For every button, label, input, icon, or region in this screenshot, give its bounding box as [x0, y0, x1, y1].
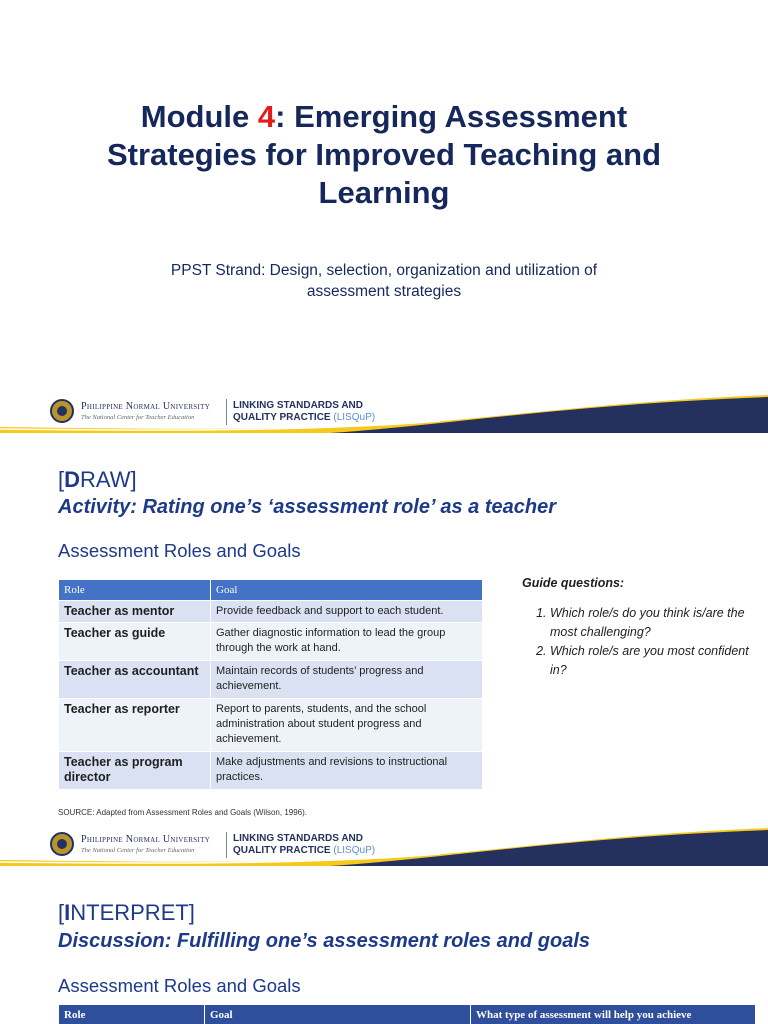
footer-divider: [226, 399, 227, 425]
university-name: Philippine Normal University: [81, 834, 211, 845]
university-tagline: The National Center for Teacher Education: [81, 414, 195, 421]
header-role: Role: [59, 1005, 205, 1024]
footer-wave-graphic: [0, 393, 768, 433]
discussion-heading: Discussion: Fulfilling one’s assessment roles and goals: [58, 930, 591, 952]
linking-line2: QUALITY PRACTICE: [233, 412, 331, 423]
guide-question: 1. Which role/s do you think is/are the most challenging?: [550, 604, 762, 642]
pnu-seal-icon: [50, 399, 74, 423]
table-row: [59, 752, 483, 790]
source-citation: SOURCE: Adapted from Assessment Roles and Goals (Wilson, 1996).: [58, 808, 307, 817]
guide-questions: [522, 576, 762, 680]
slide-title: [0, 0, 768, 433]
bracket-open: [: [58, 467, 65, 492]
bracket-letter: I: [64, 900, 71, 925]
table-row: [59, 661, 483, 699]
linking-line1: LINKING STANDARDS AND: [233, 400, 363, 411]
bracket-open: [: [58, 900, 65, 925]
role-cell: Teacher as reporter: [59, 699, 211, 752]
activity-heading: Activity: Rating one’s ‘assessment role’ as a teacher: [58, 496, 556, 518]
subtitle-line2: assessment strategies: [306, 283, 462, 300]
footer-divider: [226, 832, 227, 858]
roles-goals-table: [58, 579, 483, 790]
footer-wave-graphic: [0, 826, 768, 866]
goal-cell: Maintain records of students’ progress and achievement.: [211, 661, 483, 699]
header-goal: Goal: [205, 1005, 471, 1024]
title-line1: : Emerging Assessment: [275, 99, 628, 134]
title-line2: Strategies for Improved Teaching and: [106, 137, 662, 172]
lisqup-logo-text: [233, 400, 375, 424]
linking-line1: LINKING STANDARDS AND: [233, 833, 363, 844]
module-title: [60, 98, 708, 212]
goal-cell: Gather diagnostic information to lead the group through the work at hand.: [211, 623, 483, 661]
ppst-strand-subtitle: [110, 260, 658, 302]
goal-cell: Make adjustments and revisions to instructional practices.: [211, 752, 483, 790]
linking-line2: QUALITY PRACTICE: [233, 845, 331, 856]
goal-cell: Report to parents, students, and the school administration about student progress and achievement.: [211, 699, 483, 752]
header-assessment-type: What type of assessment will help you achieve: [471, 1005, 756, 1024]
pnu-seal-icon: [50, 832, 74, 856]
goal-cell: Provide feedback and support to each student.: [211, 601, 483, 623]
table-row: [59, 623, 483, 661]
table-row: [59, 601, 483, 623]
table-header-row: [59, 580, 483, 601]
header-goal: Goal: [211, 580, 483, 601]
slide-draw-activity: [0, 433, 768, 866]
university-tagline: The National Center for Teacher Education: [81, 847, 195, 854]
guide-question: 2. Which role/s are you most confident in?: [550, 642, 762, 680]
interpret-tag: [58, 900, 195, 926]
lisqup-abbrev: (LISQuP): [333, 412, 376, 423]
bracket-letter: D: [64, 467, 81, 492]
guide-question-list: [522, 604, 762, 680]
title-line3: Learning: [318, 175, 450, 210]
role-cell: Teacher as guide: [59, 623, 211, 661]
table-row: [59, 699, 483, 752]
bracket-rest: NTERPRET]: [70, 900, 195, 925]
module-number: 4: [257, 99, 276, 134]
slide-interpret-discussion: [0, 866, 768, 1024]
header-role: Role: [59, 580, 211, 601]
roles-goals-assessment-table: [58, 1004, 756, 1024]
lisqup-logo-text: [233, 833, 375, 857]
footer-band: [0, 826, 768, 866]
section-heading: Assessment Roles and Goals: [58, 975, 301, 996]
role-cell: Teacher as mentor: [59, 601, 211, 623]
guide-heading: Guide questions:: [522, 576, 625, 590]
university-name: Philippine Normal University: [81, 401, 211, 412]
role-cell: Teacher as accountant: [59, 661, 211, 699]
section-heading: Assessment Roles and Goals: [58, 540, 301, 561]
title-prefix: Module: [140, 99, 258, 134]
role-cell: Teacher as program director: [59, 752, 211, 790]
table-header-row: [59, 1005, 756, 1024]
subtitle-line1: PPST Strand: Design, selection, organization and utilization of: [170, 262, 598, 279]
lisqup-abbrev: (LISQuP): [333, 845, 376, 856]
draw-tag: [58, 467, 137, 493]
footer-band: [0, 393, 768, 433]
bracket-rest: RAW]: [80, 467, 137, 492]
